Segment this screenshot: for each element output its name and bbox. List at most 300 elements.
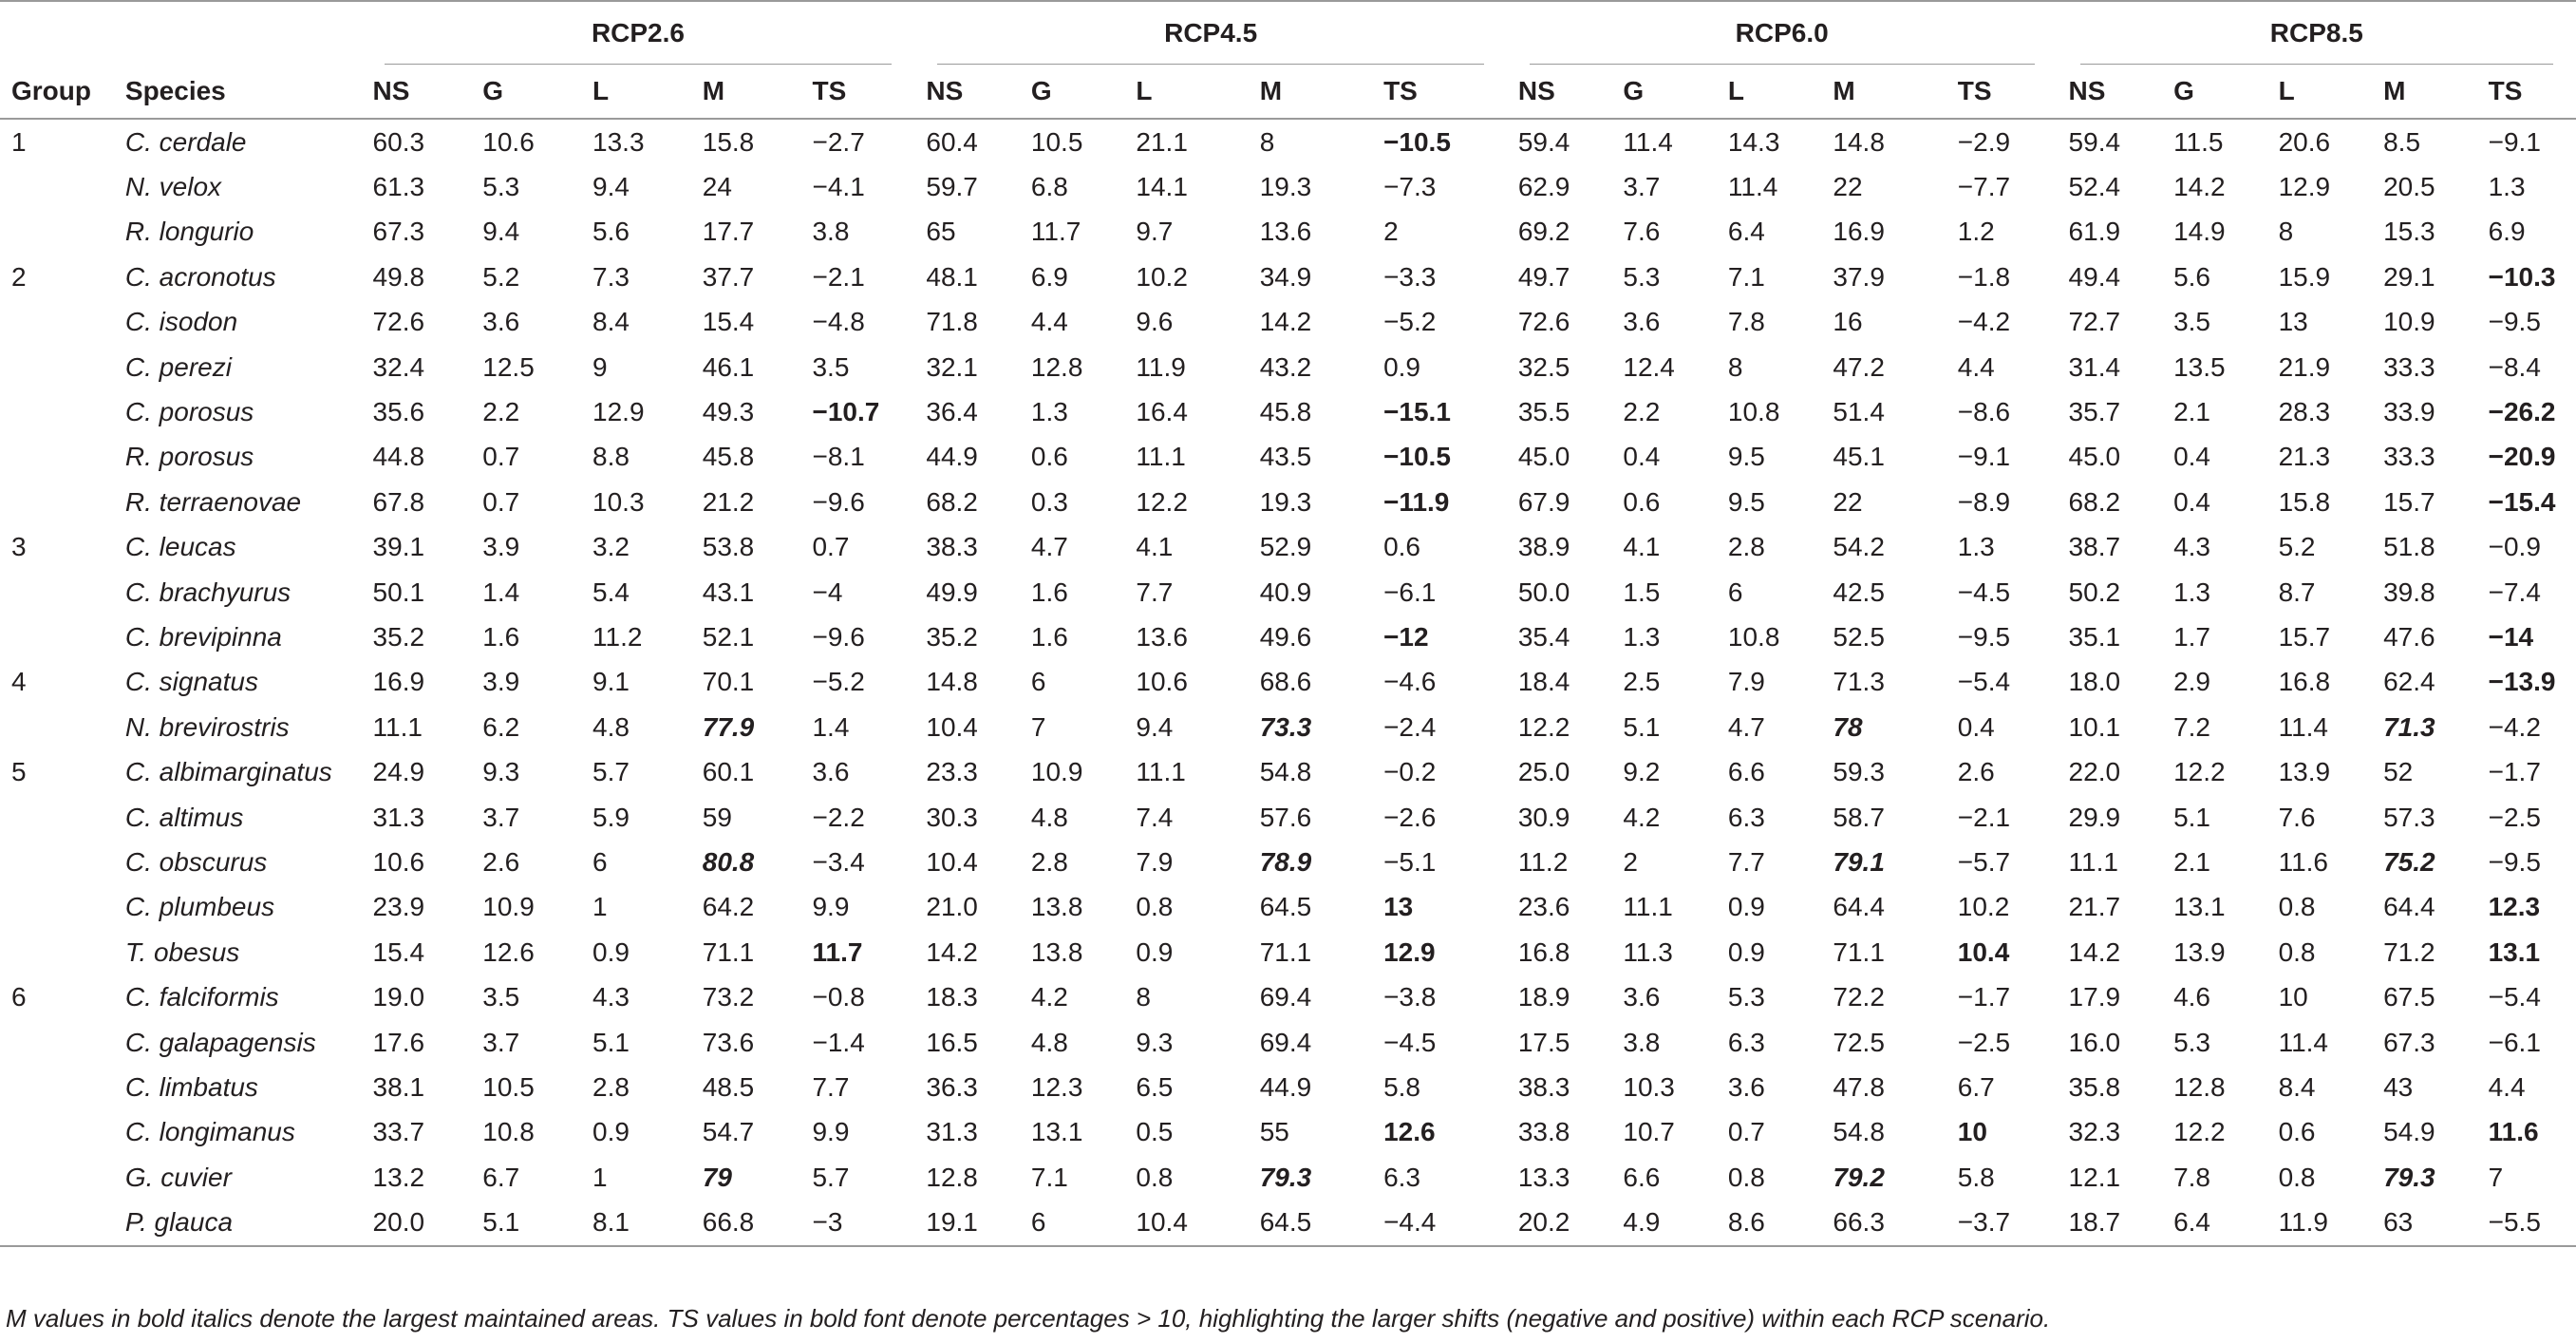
value-cell: 35.5 <box>1517 397 1570 427</box>
value-cell: 9.4 <box>592 172 630 202</box>
metric-column-header: G <box>471 65 581 119</box>
value-cell: 1.4 <box>812 711 850 742</box>
value-cell: 9.3 <box>1136 1027 1174 1057</box>
value-cell: −0.2 <box>1383 757 1437 787</box>
value-cell: 6.6 <box>1623 1162 1661 1192</box>
value-cell: −8.4 <box>2488 351 2541 382</box>
value-cell: 5.2 <box>482 261 520 292</box>
value-cell: −4 <box>812 577 843 607</box>
value-cell: 72.2 <box>1833 982 1885 1012</box>
value-cell: −5.4 <box>2488 982 2541 1012</box>
value-cell: 9.9 <box>812 1117 850 1147</box>
value-cell: −2.7 <box>812 126 865 157</box>
value-cell: 18.7 <box>2058 1200 2163 1245</box>
group-cell <box>0 840 114 884</box>
value-cell: 4.4 <box>1030 307 1068 337</box>
value-cell: 22.0 <box>2068 757 2121 787</box>
table-row <box>0 749 2576 794</box>
value-cell: 13.9 <box>2173 936 2226 967</box>
value-cell: 58.7 <box>1833 802 1885 832</box>
value-cell: 4.8 <box>1030 1027 1068 1057</box>
value-cell: 45.0 <box>1517 442 1570 472</box>
value-cell: 12.4 <box>1623 351 1675 382</box>
value-cell: 13 <box>1383 892 1414 922</box>
value-cell: 78.9 <box>1259 846 1312 877</box>
value-cell: 36.3 <box>926 1071 978 1102</box>
table-footnote: M values in bold italics denote the largest maintained areas. TS values in bold font denote percentages > 10, highlighting the larger shifts (negative and positive) within each RCP scenario. <box>6 1304 2051 1333</box>
value-cell: −2.5 <box>2488 802 2541 832</box>
value-cell: 16.9 <box>1833 217 1885 247</box>
value-cell: −26.2 <box>2488 397 2556 427</box>
value-cell: 33.7 <box>372 1117 425 1147</box>
value-cell: 64.5 <box>1249 1200 1372 1245</box>
value-cell: 59 <box>702 802 732 832</box>
group-cell <box>0 795 114 840</box>
value-cell: 11.6 <box>2278 846 2328 877</box>
value-cell: 0.9 <box>1727 936 1765 967</box>
value-cell: −9.6 <box>812 486 865 517</box>
value-cell: 10.3 <box>1623 1071 1675 1102</box>
value-cell: 19.1 <box>914 1200 1020 1245</box>
value-cell: −11.9 <box>1383 486 1450 517</box>
value-cell: 12.8 <box>926 1162 978 1192</box>
value-cell: −0.9 <box>2488 532 2541 562</box>
value-cell: 4.4 <box>2488 1071 2526 1102</box>
value-cell: −4.8 <box>812 307 865 337</box>
value-cell: 67.9 <box>1517 486 1570 517</box>
value-cell: 31.3 <box>926 1117 978 1147</box>
value-cell: 67.3 <box>2383 1027 2435 1057</box>
value-cell: 7.8 <box>2173 1162 2210 1192</box>
value-cell: 5.3 <box>1727 982 1765 1012</box>
value-cell: 13.9 <box>2278 757 2331 787</box>
group-column-header: Group <box>0 65 114 119</box>
value-cell: 10.2 <box>1136 261 1188 292</box>
value-cell: 52.4 <box>2068 172 2121 202</box>
value-cell: 40.9 <box>1259 577 1312 607</box>
value-cell: 8 <box>1136 982 1151 1012</box>
value-cell: 10.4 <box>926 711 978 742</box>
value-cell: 35.6 <box>372 397 425 427</box>
species-cell: N. brevirostris <box>124 711 290 742</box>
value-cell: 17.7 <box>702 217 755 247</box>
value-cell: −5.4 <box>1957 667 2011 697</box>
value-cell: 1.6 <box>1030 577 1068 607</box>
value-cell: 64.4 <box>2383 892 2435 922</box>
value-cell: 16.8 <box>2278 667 2331 697</box>
metric-column-header: L <box>2267 65 2373 119</box>
value-cell: −5.2 <box>812 667 865 697</box>
value-cell: 6.3 <box>1727 802 1765 832</box>
value-cell: 5.7 <box>812 1162 850 1192</box>
value-cell: 5.2 <box>2278 532 2316 562</box>
value-cell: 10 <box>1957 1117 1987 1147</box>
value-cell: 2.2 <box>482 397 520 427</box>
value-cell: 0.8 <box>2278 892 2316 922</box>
value-cell: 10.6 <box>372 846 425 877</box>
value-cell: 21.0 <box>926 892 978 922</box>
group-cell <box>0 389 114 434</box>
value-cell: 71.2 <box>2383 936 2435 967</box>
value-cell: 6 <box>1727 577 1743 607</box>
species-cell: C. signatus <box>124 667 258 697</box>
species-cell: C. falciformis <box>124 982 279 1012</box>
group-cell <box>0 1020 114 1065</box>
metric-column-header: M <box>691 65 801 119</box>
value-cell: 12.1 <box>2068 1162 2121 1192</box>
value-cell: 35.2 <box>926 621 978 652</box>
group-cell: 3 <box>11 532 27 562</box>
value-cell: 32.1 <box>926 351 978 382</box>
value-cell: 32.4 <box>372 351 425 382</box>
species-cell: C. brachyurus <box>124 577 291 607</box>
group-cell <box>0 885 114 930</box>
value-cell: 31.4 <box>2068 351 2121 382</box>
value-cell: 13.6 <box>1136 621 1188 652</box>
value-cell: 9 <box>592 351 608 382</box>
scenario-underline <box>1530 64 2035 65</box>
value-cell: 60.1 <box>702 757 755 787</box>
value-cell: 13.5 <box>2173 351 2226 382</box>
value-cell: 57.3 <box>2383 802 2435 832</box>
value-cell: 67.5 <box>2383 982 2435 1012</box>
value-cell: 1.6 <box>482 621 520 652</box>
value-cell: 17.5 <box>1517 1027 1570 1057</box>
value-cell: 6.7 <box>482 1162 520 1192</box>
value-cell: 19.0 <box>372 982 425 1012</box>
value-cell: 7.3 <box>592 261 630 292</box>
species-cell: C. galapagensis <box>124 1027 316 1057</box>
value-cell: 4.8 <box>1030 802 1068 832</box>
value-cell: 11.7 <box>1030 217 1081 247</box>
value-cell: 3.5 <box>2173 307 2210 337</box>
value-cell: 4.7 <box>1030 532 1068 562</box>
group-cell <box>0 1110 114 1155</box>
value-cell: 6.3 <box>1727 1027 1765 1057</box>
value-cell: 10.5 <box>482 1071 535 1102</box>
value-cell: −4.5 <box>1383 1027 1437 1057</box>
value-cell: 16.5 <box>926 1027 978 1057</box>
value-cell: 8.4 <box>2278 1071 2316 1102</box>
value-cell: 39.1 <box>372 532 425 562</box>
value-cell: 5.1 <box>592 1027 630 1057</box>
value-cell: 53.8 <box>702 532 755 562</box>
value-cell: 17.6 <box>372 1027 425 1057</box>
value-cell: 3.9 <box>482 667 520 697</box>
value-cell: 54.9 <box>2383 1117 2435 1147</box>
value-cell: 11.2 <box>592 621 643 652</box>
value-cell: −1.7 <box>1957 982 2011 1012</box>
value-cell: 13.8 <box>1030 936 1083 967</box>
value-cell: 16.0 <box>2068 1027 2121 1057</box>
value-cell: 33.3 <box>2383 351 2435 382</box>
value-cell: 22 <box>1833 486 1863 517</box>
value-cell: 34.9 <box>1259 261 1312 292</box>
value-cell: 0.7 <box>812 532 850 562</box>
value-cell: 0.6 <box>1030 442 1068 472</box>
value-cell: −5.2 <box>1383 307 1437 337</box>
scenario-underline <box>385 64 893 65</box>
scenario-label: RCP8.5 <box>2269 18 2363 47</box>
value-cell: 22 <box>1833 172 1863 202</box>
value-cell: 10.9 <box>1030 757 1083 787</box>
value-cell: 0.8 <box>1136 1162 1174 1192</box>
value-cell: 15.7 <box>2383 486 2435 517</box>
value-cell: 7.1 <box>1030 1162 1068 1192</box>
value-cell: 1.3 <box>1957 532 1995 562</box>
value-cell: −3.3 <box>1383 261 1437 292</box>
value-cell: −9.5 <box>1957 621 2011 652</box>
value-cell: 6.4 <box>2162 1200 2267 1245</box>
table-row <box>0 1110 2576 1155</box>
value-cell: 32.3 <box>2068 1117 2121 1147</box>
value-cell: 12.3 <box>2488 892 2541 922</box>
value-cell: 4.8 <box>592 711 630 742</box>
value-cell: −7.7 <box>1957 172 2011 202</box>
value-cell: 59.3 <box>1833 757 1885 787</box>
value-cell: 9.1 <box>592 667 630 697</box>
value-cell: 71.1 <box>1833 936 1885 967</box>
value-cell: 3.5 <box>812 351 850 382</box>
value-cell: 7.9 <box>1727 667 1765 697</box>
value-cell: 4.4 <box>1957 351 1995 382</box>
value-cell: 13.2 <box>372 1162 425 1192</box>
value-cell: 47.2 <box>1833 351 1885 382</box>
value-cell: 14.2 <box>1259 307 1312 337</box>
value-cell: 0.4 <box>2173 486 2210 517</box>
value-cell: 5.3 <box>482 172 520 202</box>
species-column-header: Species <box>114 65 362 119</box>
value-cell: 59.4 <box>1517 126 1570 157</box>
value-cell: 2.6 <box>482 846 520 877</box>
value-cell: 36.4 <box>926 397 978 427</box>
value-cell: 16.9 <box>372 667 425 697</box>
value-cell: −2.5 <box>1957 1027 2011 1057</box>
value-cell: 64.5 <box>1259 892 1312 922</box>
value-cell: 16.8 <box>1517 936 1570 967</box>
scenario-header-rcp60 <box>1507 1 2058 65</box>
value-cell: 0.6 <box>2278 1117 2316 1147</box>
value-cell: 6.9 <box>2488 217 2526 247</box>
table-row <box>0 615 2576 659</box>
blank-header-cell <box>114 1 362 65</box>
value-cell: 15.4 <box>372 936 425 967</box>
value-cell: 1.3 <box>1623 621 1661 652</box>
value-cell: −7.3 <box>1383 172 1437 202</box>
value-cell: 6.4 <box>1727 217 1765 247</box>
value-cell: −8.9 <box>1957 486 2011 517</box>
table-row <box>0 705 2576 749</box>
value-cell: 8.7 <box>2278 577 2316 607</box>
species-cell: C. limbatus <box>124 1071 258 1102</box>
value-cell: 7.7 <box>1136 577 1174 607</box>
value-cell: 14.2 <box>926 936 978 967</box>
value-cell: 39.8 <box>2383 577 2435 607</box>
table-row <box>0 1155 2576 1200</box>
group-cell <box>0 300 114 345</box>
metric-column-header: NS <box>362 65 472 119</box>
species-cell: C. altimus <box>124 802 244 832</box>
value-cell: 60.3 <box>372 126 425 157</box>
value-cell: 79.1 <box>1833 846 1885 877</box>
value-cell: 23.9 <box>372 892 425 922</box>
value-cell: −14 <box>2488 621 2534 652</box>
value-cell: 4.7 <box>1727 711 1765 742</box>
value-cell: 19.3 <box>1259 172 1312 202</box>
value-cell: 6.9 <box>1030 261 1068 292</box>
value-cell: 38.1 <box>372 1071 425 1102</box>
value-cell: 30.3 <box>926 802 978 832</box>
value-cell: 4.3 <box>2173 532 2210 562</box>
value-cell: 11.4 <box>2278 711 2328 742</box>
value-cell: 7.7 <box>1727 846 1765 877</box>
value-cell: 80.8 <box>702 846 755 877</box>
value-cell: −1.4 <box>812 1027 865 1057</box>
value-cell: 49.8 <box>372 261 425 292</box>
value-cell: 11.1 <box>372 711 423 742</box>
value-cell: 19.3 <box>1259 486 1312 517</box>
group-cell <box>0 1065 114 1109</box>
value-cell: 13.3 <box>592 126 645 157</box>
value-cell: 54.8 <box>1833 1117 1885 1147</box>
table-row <box>0 795 2576 840</box>
value-cell: 73.3 <box>1259 711 1312 742</box>
value-cell: −6.1 <box>2488 1027 2541 1057</box>
value-cell: 9.4 <box>1136 711 1174 742</box>
value-cell: 9.3 <box>482 757 520 787</box>
scenario-header-row <box>0 1 2576 65</box>
value-cell: 11.1 <box>2068 846 2118 877</box>
value-cell: 6 <box>592 846 608 877</box>
value-cell: 9.6 <box>1136 307 1174 337</box>
value-cell: 13.6 <box>1259 217 1312 247</box>
value-cell: −10.5 <box>1383 126 1451 157</box>
value-cell: 18.0 <box>2068 667 2121 697</box>
value-cell: 24 <box>702 172 732 202</box>
value-cell: 0.9 <box>1136 936 1174 967</box>
value-cell: 12.6 <box>482 936 535 967</box>
value-cell: 11.6 <box>2488 1117 2539 1147</box>
value-cell: 18.4 <box>1517 667 1570 697</box>
table-row <box>0 255 2576 299</box>
value-cell: 2.5 <box>1623 667 1661 697</box>
value-cell: 29.1 <box>2383 261 2435 292</box>
value-cell: 12.3 <box>1030 1071 1083 1102</box>
metric-column-header: TS <box>1946 65 2058 119</box>
value-cell: 1 <box>592 892 608 922</box>
value-cell: 43.2 <box>1259 351 1312 382</box>
value-cell: 15.4 <box>702 307 755 337</box>
value-cell: 17.9 <box>2068 982 2121 1012</box>
scenario-header-rcp26 <box>362 1 915 65</box>
value-cell: 4.2 <box>1030 982 1068 1012</box>
value-cell: 23.6 <box>1517 892 1570 922</box>
value-cell: 62.4 <box>2383 667 2435 697</box>
value-cell: −3.7 <box>1946 1200 2058 1245</box>
value-cell: −2.6 <box>1383 802 1437 832</box>
value-cell: 0.5 <box>1136 1117 1174 1147</box>
value-cell: 20.2 <box>1507 1200 1612 1245</box>
value-cell: 25.0 <box>1517 757 1570 787</box>
value-cell: 20.0 <box>362 1200 472 1245</box>
value-cell: 43.1 <box>702 577 755 607</box>
value-cell: 35.2 <box>372 621 425 652</box>
value-cell: 4.9 <box>1611 1200 1717 1245</box>
value-cell: −2.2 <box>812 802 865 832</box>
value-cell: 9.2 <box>1623 757 1661 787</box>
value-cell: 79 <box>702 1162 732 1192</box>
value-cell: 1.6 <box>1030 621 1068 652</box>
metric-column-header: L <box>1124 65 1248 119</box>
value-cell: 0.4 <box>2173 442 2210 472</box>
value-cell: 0.6 <box>1623 486 1661 517</box>
value-cell: 5.3 <box>1623 261 1661 292</box>
table-row <box>0 525 2576 570</box>
value-cell: 59.7 <box>926 172 978 202</box>
value-cell: 68.2 <box>926 486 978 517</box>
blank-header-cell <box>0 1 114 65</box>
group-cell: 2 <box>11 261 27 292</box>
value-cell: 6.5 <box>1136 1071 1174 1102</box>
value-cell: 21.7 <box>2068 892 2121 922</box>
value-cell: 14.8 <box>926 667 978 697</box>
value-cell: 3.2 <box>592 532 630 562</box>
value-cell: 44.9 <box>926 442 978 472</box>
value-cell: 8.5 <box>2383 126 2421 157</box>
value-cell: −4.2 <box>1957 307 2011 337</box>
value-cell: 5.9 <box>592 802 630 832</box>
metric-column-header: NS <box>914 65 1020 119</box>
value-cell: 48.1 <box>926 261 978 292</box>
value-cell: 10.8 <box>1727 621 1780 652</box>
value-cell: 2.9 <box>2173 667 2210 697</box>
value-cell: −5.5 <box>2477 1200 2576 1245</box>
value-cell: 11.9 <box>2267 1200 2373 1245</box>
value-cell: 7.7 <box>812 1071 850 1102</box>
value-cell: 11.1 <box>1623 892 1673 922</box>
value-cell: 3.6 <box>1623 982 1661 1012</box>
value-cell: 0.7 <box>482 486 520 517</box>
value-cell: −3.8 <box>1383 982 1437 1012</box>
value-cell: 12.6 <box>1383 1117 1436 1147</box>
value-cell: 65 <box>926 217 956 247</box>
value-cell: 10.9 <box>2383 307 2435 337</box>
value-cell: 35.8 <box>2068 1071 2121 1102</box>
value-cell: 15.9 <box>2278 261 2331 292</box>
value-cell: 10.4 <box>926 846 978 877</box>
value-cell: 21.1 <box>1136 126 1188 157</box>
value-cell: 24.9 <box>372 757 425 787</box>
value-cell: −1.7 <box>2488 757 2541 787</box>
scenario-label: RCP4.5 <box>1164 18 1258 47</box>
metric-column-header: TS <box>800 65 914 119</box>
value-cell: 11.2 <box>1517 846 1569 877</box>
value-cell: 14.3 <box>1727 126 1780 157</box>
value-cell: 1 <box>592 1162 608 1192</box>
value-cell: 79.2 <box>1833 1162 1885 1192</box>
value-cell: 5.3 <box>2173 1027 2210 1057</box>
table-row <box>0 389 2576 434</box>
value-cell: 55 <box>1259 1117 1289 1147</box>
value-cell: 0.9 <box>592 936 630 967</box>
value-cell: 49.3 <box>702 397 755 427</box>
value-cell: −13.9 <box>2488 667 2556 697</box>
value-cell: 44.9 <box>1259 1071 1312 1102</box>
value-cell: −15.1 <box>1383 397 1451 427</box>
value-cell: −12 <box>1383 621 1429 652</box>
value-cell: −7.4 <box>2488 577 2541 607</box>
value-cell: 11.3 <box>1623 936 1673 967</box>
